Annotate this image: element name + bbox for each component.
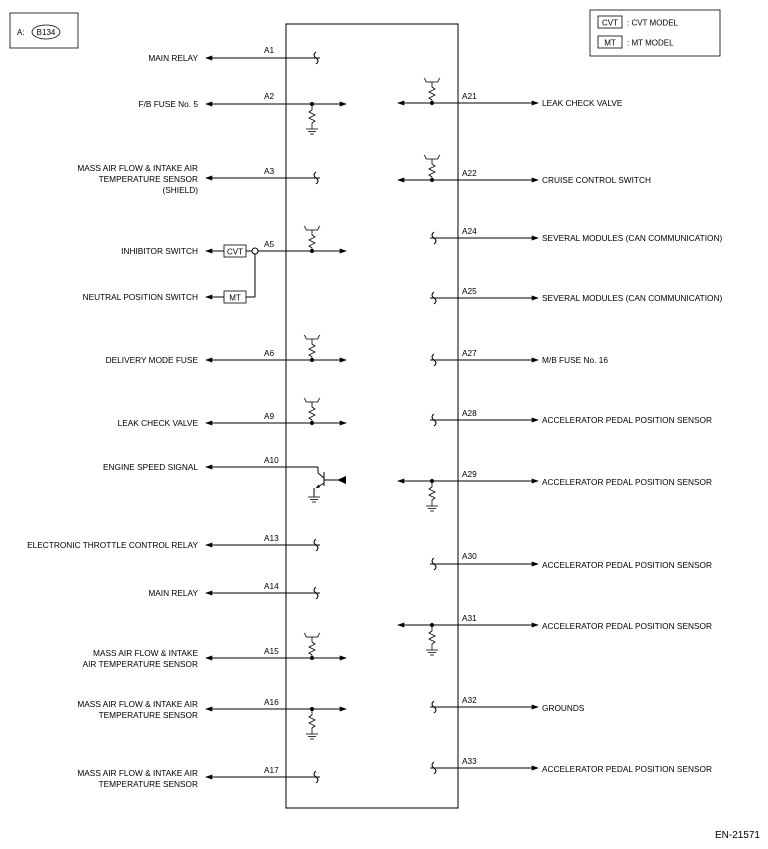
wire-a29 <box>398 469 712 511</box>
pin-a16: A16 <box>264 697 279 707</box>
tag-mt: MT <box>229 293 241 303</box>
wire-a9 <box>118 398 346 428</box>
pin-a10: A10 <box>264 455 279 465</box>
label-a10: ENGINE SPEED SIGNAL <box>103 462 198 472</box>
label-a27: M/B FUSE No. 16 <box>542 355 608 365</box>
wire-a30 <box>430 551 712 570</box>
wire-a15 <box>83 633 346 669</box>
legend-text-mt: : MT MODEL <box>627 38 674 48</box>
wire-a2 <box>139 91 346 134</box>
pin-a15: A15 <box>264 646 279 656</box>
wire-a16 <box>77 697 346 739</box>
label-a17-line1: MASS AIR FLOW & INTAKE AIR <box>77 768 198 778</box>
label-a28: ACCELERATOR PEDAL POSITION SENSOR <box>542 415 712 425</box>
wire-a32 <box>430 695 585 713</box>
label-a5: INHIBITOR SWITCH <box>121 246 198 256</box>
pin-a29: A29 <box>462 469 477 479</box>
label-a21: LEAK CHECK VALVE <box>542 98 623 108</box>
pin-a1: A1 <box>264 45 275 55</box>
legend-box <box>590 10 720 56</box>
label-neutral: NEUTRAL POSITION SWITCH <box>82 292 198 302</box>
tag-cvt: CVT <box>227 247 243 257</box>
wire-a6 <box>106 335 346 365</box>
label-a2: F/B FUSE No. 5 <box>138 99 198 109</box>
wire-a13 <box>27 533 320 551</box>
label-a13: ELECTRONIC THROTTLE CONTROL RELAY <box>27 540 198 550</box>
pin-a27: A27 <box>462 348 477 358</box>
pin-a5: A5 <box>264 239 275 249</box>
pin-a25: A25 <box>462 286 477 296</box>
pin-a9: A9 <box>264 411 275 421</box>
label-a3-line1: MASS AIR FLOW & INTAKE AIR <box>77 163 198 173</box>
label-a6: DELIVERY MODE FUSE <box>105 355 198 365</box>
wire-a25 <box>430 286 722 304</box>
wire-a24 <box>430 226 722 244</box>
label-a3-line2: TEMPERATURE SENSOR <box>98 174 198 184</box>
connector-code-box <box>10 13 78 48</box>
pin-a28: A28 <box>462 408 477 418</box>
label-a3-line3: (SHIELD) <box>162 185 198 195</box>
pin-a14: A14 <box>264 581 279 591</box>
wire-a27 <box>430 348 608 366</box>
wire-a1 <box>148 45 320 64</box>
wire-a22 <box>398 155 651 185</box>
pin-a2: A2 <box>264 91 275 101</box>
label-a15-line2: AIR TEMPERATURE SENSOR <box>82 659 198 669</box>
figure-code: EN-21571 <box>714 830 760 841</box>
label-a16-line2: TEMPERATURE SENSOR <box>98 710 198 720</box>
label-a14: MAIN RELAY <box>148 588 198 598</box>
pin-a30: A30 <box>462 551 477 561</box>
label-a24: SEVERAL MODULES (CAN COMMUNICATION) <box>542 233 723 243</box>
legend-tag-cvt: CVT <box>602 18 618 28</box>
connector-prefix: A: <box>17 28 25 37</box>
label-a22: CRUISE CONTROL SWITCH <box>542 175 651 185</box>
pin-a3: A3 <box>264 166 275 176</box>
pin-a6: A6 <box>264 348 275 358</box>
pin-a24: A24 <box>462 226 477 236</box>
label-a29: ACCELERATOR PEDAL POSITION SENSOR <box>542 477 712 487</box>
wire-a21 <box>398 78 623 108</box>
pin-a31: A31 <box>462 613 477 623</box>
label-a15-line1: MASS AIR FLOW & INTAKE <box>93 648 198 658</box>
wire-a33 <box>430 756 712 774</box>
label-a33: ACCELERATOR PEDAL POSITION SENSOR <box>542 764 712 774</box>
label-a1: MAIN RELAY <box>148 53 198 63</box>
legend-text-cvt: : CVT MODEL <box>627 18 678 28</box>
wire-a31 <box>398 613 712 655</box>
pin-a21: A21 <box>462 91 477 101</box>
label-a17-line2: TEMPERATURE SENSOR <box>98 779 198 789</box>
label-a32: GROUNDS <box>542 703 585 713</box>
wire-a3 <box>77 163 320 195</box>
pin-a32: A32 <box>462 695 477 705</box>
connector-code: B134 <box>36 28 56 37</box>
label-a16-line1: MASS AIR FLOW & INTAKE AIR <box>77 699 198 709</box>
label-a25: SEVERAL MODULES (CAN COMMUNICATION) <box>542 293 723 303</box>
pin-a17: A17 <box>264 765 279 775</box>
label-a31: ACCELERATOR PEDAL POSITION SENSOR <box>542 621 712 631</box>
pin-a22: A22 <box>462 168 477 178</box>
wire-a17 <box>77 765 320 789</box>
wire-a28 <box>430 408 712 426</box>
label-a30: ACCELERATOR PEDAL POSITION SENSOR <box>542 560 712 570</box>
pin-a33: A33 <box>462 756 477 766</box>
wire-a10 <box>103 455 346 502</box>
pin-a13: A13 <box>264 533 279 543</box>
label-a9: LEAK CHECK VALVE <box>117 418 198 428</box>
legend-tag-mt: MT <box>604 38 616 48</box>
wire-a14 <box>148 581 320 599</box>
wire-a5 <box>83 226 346 303</box>
